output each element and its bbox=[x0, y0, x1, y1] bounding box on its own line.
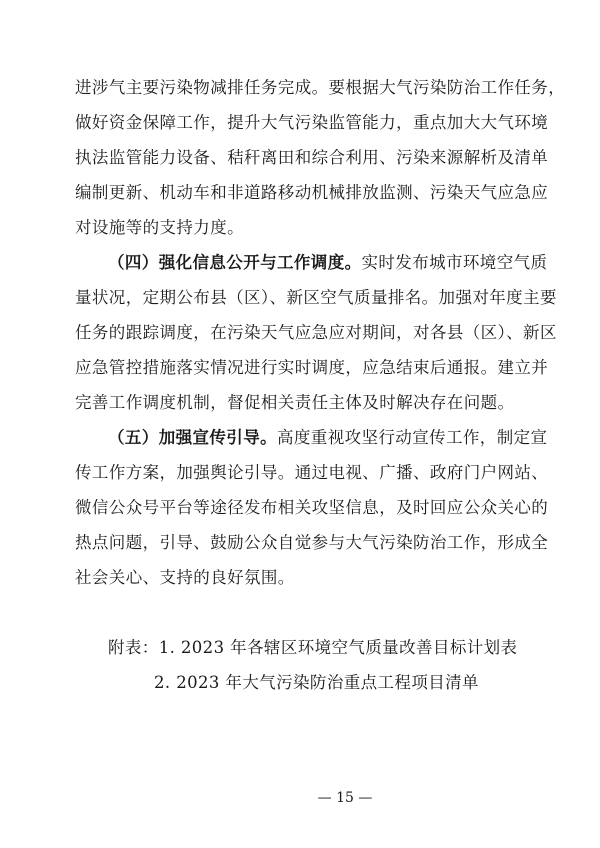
body-text: 实时发布城市环境空气质 bbox=[361, 253, 548, 272]
body-text-line: 社会关心、支持的良好氛围。 bbox=[75, 568, 295, 587]
section-five-heading: （五）加强宣传引导。 bbox=[108, 428, 277, 447]
attachment-line-1 bbox=[108, 638, 583, 658]
body-text-line: 编制更新、机动车和非道路移动机械排放监测、污染天气应急应 bbox=[75, 183, 549, 202]
body-text-line: 进涉气主要污染物减排任务完成。要根据大气污染防治工作任务， bbox=[75, 78, 566, 97]
body-text-line: 热点问题，引导、鼓励公众自觉参与大气污染防治工作，形成全 bbox=[75, 533, 549, 552]
section-four-heading: （四）强化信息公开与工作调度。 bbox=[108, 253, 362, 272]
attachment-label: 附表： bbox=[108, 638, 159, 657]
body-text-line: 对设施等的支持力度。 bbox=[75, 218, 244, 237]
attachment-line-2 bbox=[154, 673, 600, 693]
section-four-first-line bbox=[108, 253, 550, 273]
section-five-first-line bbox=[108, 428, 550, 448]
body-text-line: 执法监管能力设备、秸秆离田和综合利用、污染来源解析及清单 bbox=[75, 148, 549, 167]
body-text-line: 做好资金保障工作，提升大气污染监管能力，重点加大大气环境 bbox=[75, 113, 549, 132]
body-text-line: 传工作方案，加强舆论引导。通过电视、广播、政府门户网站、 bbox=[75, 463, 549, 482]
body-text-line: 任务的跟踪调度，在污染天气应急应对期间，对各县（区）、新区 bbox=[75, 323, 557, 342]
attachment-item: 2. 2023 年大气污染防治重点工程项目清单 bbox=[154, 673, 479, 692]
body-text-line: 完善工作调度机制，督促相关责任主体及时解决存在问题。 bbox=[75, 393, 515, 412]
body-text-line: 应急管控措施落实情况进行实时调度，应急结束后通报。建立并 bbox=[75, 358, 549, 377]
body-text-line: 量状况，定期公布县（区）、新区空气质量排名。加强对年度主要 bbox=[75, 288, 557, 307]
body-text-line: 微信公众号平台等途径发布相关攻坚信息，及时回应公众关心的 bbox=[75, 498, 549, 517]
body-text: 高度重视攻坚行动宣传工作，制定宣 bbox=[277, 428, 548, 447]
page-number: — 15 — bbox=[317, 790, 373, 806]
attachment-item: 1. 2023 年各辖区环境空气质量改善目标计划表 bbox=[158, 638, 518, 657]
